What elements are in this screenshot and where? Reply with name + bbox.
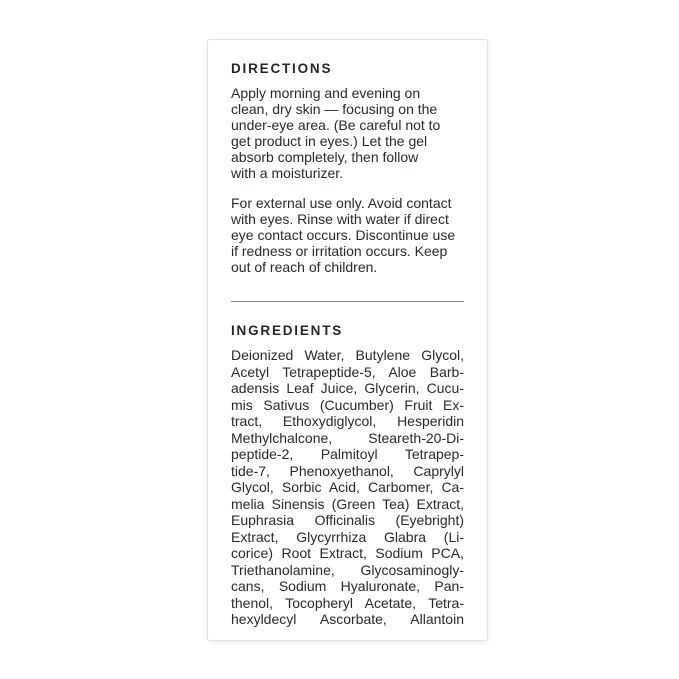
label-panel — [207, 39, 488, 641]
ingredients-line: Glycol, Sorbic Acid, Carbomer, Ca- — [231, 479, 464, 495]
ingredients-heading: INGREDIENTS — [231, 323, 344, 338]
ingredients-line: hexyldecyl Ascorbate, Allantoin — [231, 611, 464, 627]
ingredients-line: tract, Ethoxydiglycol, Hesperidin — [231, 413, 464, 429]
directions-heading: DIRECTIONS — [231, 61, 333, 76]
ingredients-line: peptide-2, Palmitoyl Tetrapep- — [231, 446, 464, 462]
directions-line: clean, dry skin — focusing on the — [231, 101, 438, 117]
ingredients-line: Deionized Water, Butylene Glycol, — [231, 347, 464, 363]
ingredients-line: Methylchalcone, Steareth-20-Di- — [231, 429, 464, 446]
directions-paragraph-usage — [231, 85, 464, 181]
directions-line: eye contact occurs. Discontinue use — [231, 227, 456, 243]
ingredients-line: corice) Root Extract, Sodium PCA, — [231, 545, 464, 561]
directions-line: with eyes. Rinse with water if direct — [231, 211, 449, 227]
ingredients-line: cans, Sodium Hyaluronate, Pan- — [231, 578, 464, 594]
ingredients-line: Extract, Glycyrrhiza Glabra (Li- — [231, 528, 464, 545]
ingredients-line: melia Sinensis (Green Tea) Extract, — [231, 495, 464, 512]
ingredients-line: Triethanolamine, Glycosaminogly- — [231, 561, 464, 578]
directions-line: if redness or irritation occurs. Keep — [231, 243, 448, 259]
directions-line: out of reach of children. — [231, 259, 378, 275]
ingredients-line: thenol, Tocopheryl Acetate, Tetra- — [231, 594, 464, 611]
directions-line: under-eye area. (Be careful not to — [231, 117, 441, 133]
ingredients-line: mis Sativus (Cucumber) Fruit Ex- — [231, 396, 464, 413]
section-divider — [231, 301, 464, 302]
ingredients-list — [231, 347, 464, 628]
ingredients-line: Acetyl Tetrapeptide-5, Aloe Barb- — [231, 363, 464, 380]
ingredients-line: Euphrasia Officinalis (Eyebright) — [231, 512, 464, 528]
ingredients-line: adensis Leaf Juice, Glycerin, Cucu- — [231, 380, 464, 396]
directions-line: get product in eyes.) Let the gel — [231, 133, 428, 149]
directions-line: absorb completely, then follow — [231, 149, 419, 165]
directions-paragraph-warning — [231, 195, 464, 275]
directions-line: Apply morning and evening on — [231, 85, 421, 101]
directions-line: with a moisturizer. — [231, 165, 344, 181]
directions-section — [231, 62, 464, 275]
ingredients-section — [231, 324, 464, 628]
directions-line: For external use only. Avoid contact — [231, 195, 452, 211]
ingredients-line: tide-7, Phenoxyethanol, Caprylyl — [231, 462, 464, 479]
